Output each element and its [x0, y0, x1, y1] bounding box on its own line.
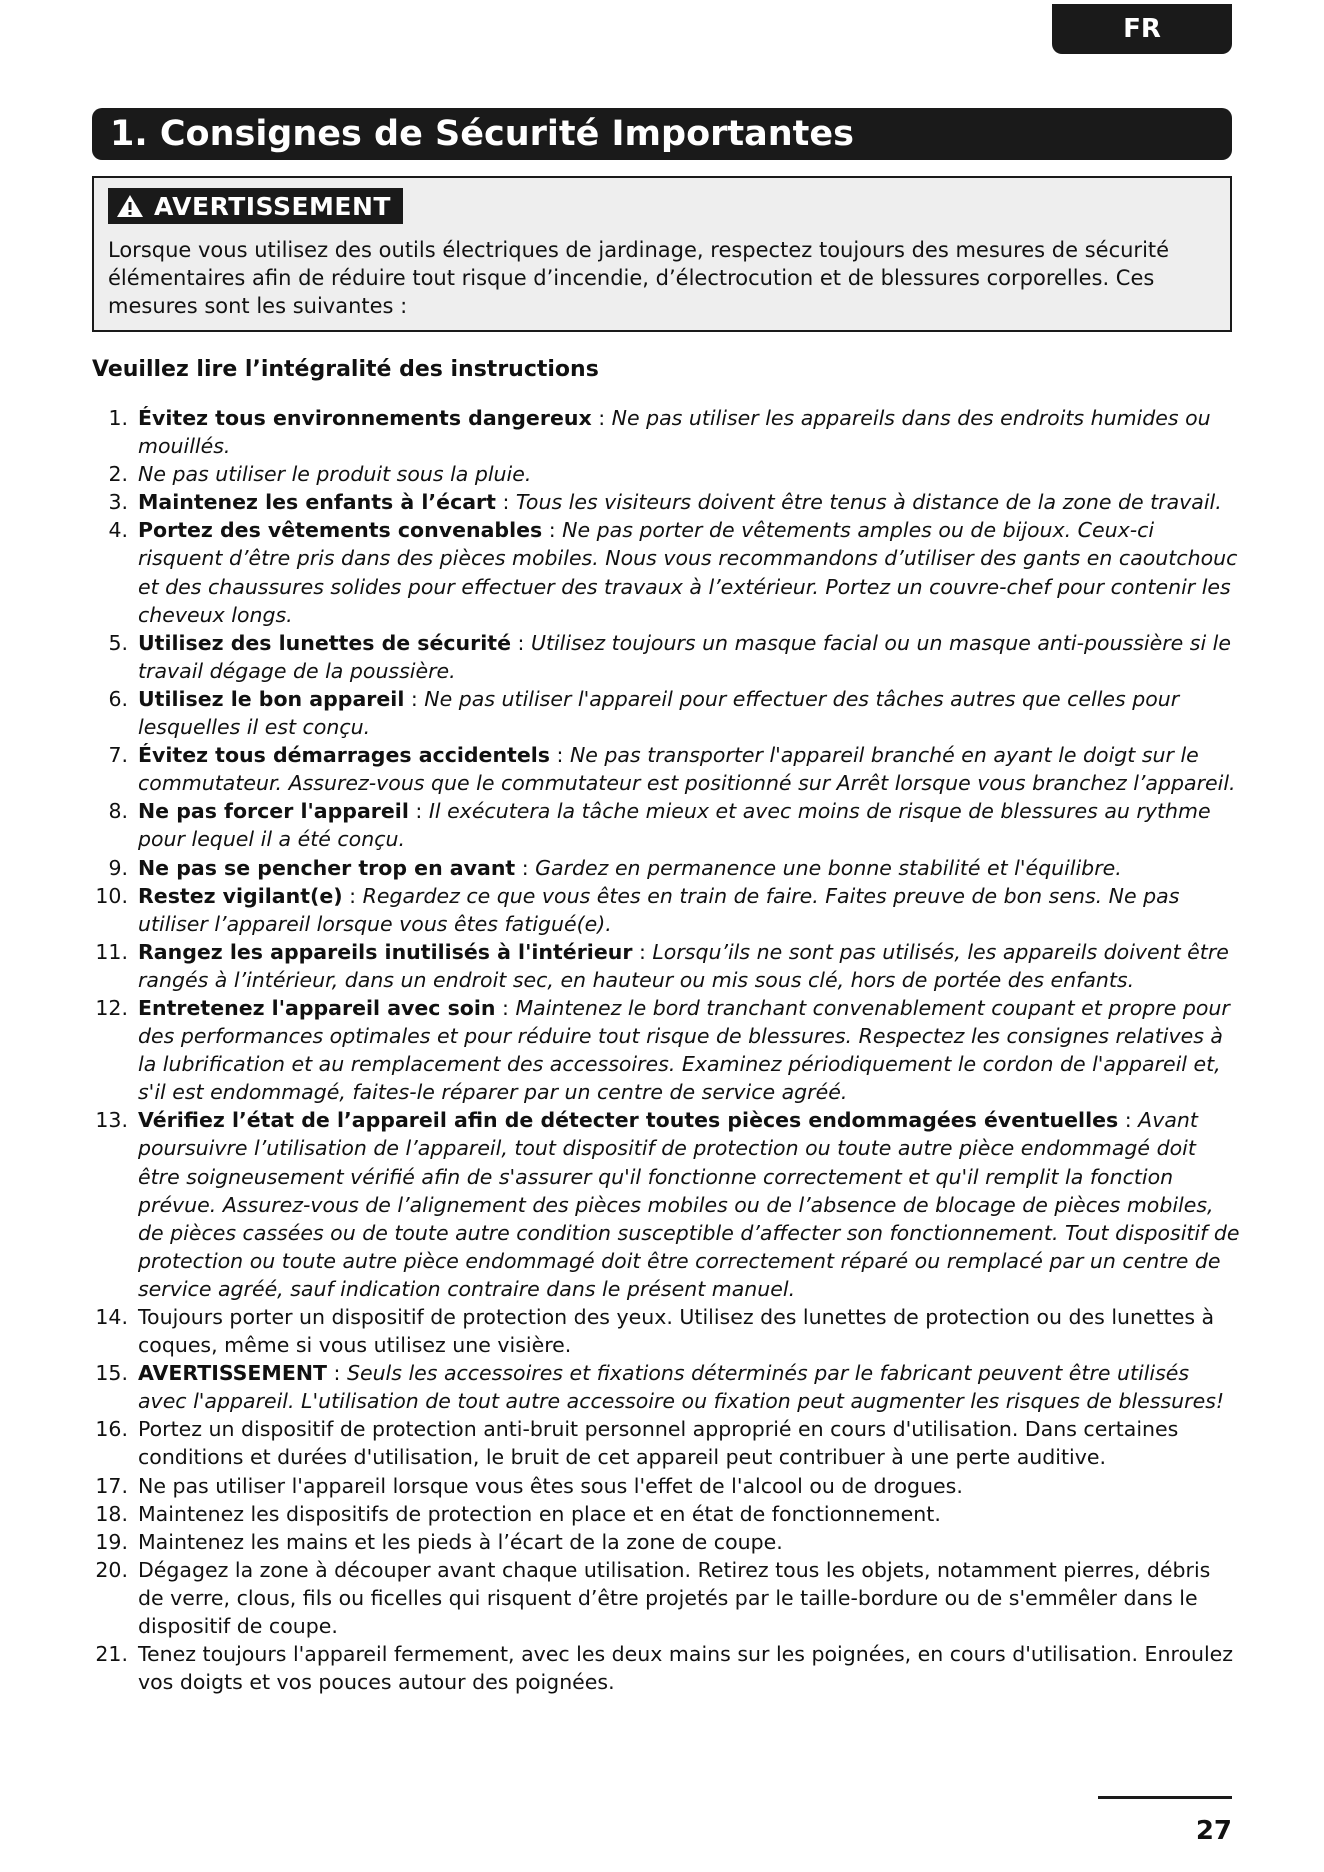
item-separator: :: [515, 855, 536, 880]
item-separator: :: [510, 630, 531, 655]
item-description: Maintenez les mains et les pieds à l’écart de la zone de coupe.: [138, 1529, 783, 1554]
list-item: [92, 797, 1242, 853]
section-heading: Veuillez lire l’intégralité des instructions: [92, 357, 599, 382]
item-description: Ne pas utiliser l'appareil pour effectuer des tâches autres que celles pour lesquelles il est conçu.: [138, 686, 1180, 740]
list-item: [92, 1640, 1242, 1696]
item-number: 18.: [95, 1501, 128, 1526]
item-lead: Ne pas se pencher trop en avant: [138, 855, 516, 880]
item-number: 20.: [95, 1557, 128, 1582]
item-lead: Utilisez le bon appareil: [138, 686, 405, 711]
item-number: 15.: [95, 1361, 128, 1386]
item-number: 13.: [95, 1108, 128, 1133]
list-item: [92, 994, 1242, 1106]
list-item: [92, 1528, 1242, 1556]
warning-box: [92, 176, 1232, 332]
item-description: Ne pas porter de vêtements amples ou de bijoux. Ceux-ci risquent d’être pris dans des pièces mobiles. Nous vous recommandons d’utiliser des gants en caoutchouc et des chaussures solides pour effectuer des travaux à l’extérieur. Portez un couvre-chef pour contenir les cheveux longs.: [138, 518, 1238, 627]
list-item: [92, 629, 1242, 685]
item-description: Lorsqu’ils ne sont pas utilisés, les appareils doivent être rangés à l’intérieur, dans un endroit sec, en hauteur ou mis sous clé, hors de portée des enfants.: [138, 939, 1229, 992]
item-description: Utilisez toujours un masque facial ou un masque anti-poussière si le travail dégage de la poussière.: [138, 630, 1231, 683]
warning-badge: [108, 188, 403, 224]
item-description: Toujours porter un dispositif de protection des yeux. Utilisez des lunettes de protection ou des lunettes à coques, même si vous utilisez une visière.: [138, 1305, 1215, 1358]
footer-rule: [1098, 1796, 1232, 1799]
item-lead: Portez des vêtements convenables: [138, 518, 543, 543]
item-lead: Restez vigilant(e): [138, 883, 343, 908]
item-separator: :: [591, 406, 612, 430]
list-item: [92, 404, 1242, 460]
item-description: Avant poursuivre l’utilisation de l’appareil, tout dispositif de protection ou toute autre pièce endommagé doit être soigneusement vérifié afin de s'assurer qu'il fonctionne correctement et qu'il remplit la fonction prévue. Assurez-vous de l’alignement des pièces mobiles ou de l’absence de blocage de pièces mobiles, de pièces cassées ou de toute autre condition susceptible d’affecter son fonctionnement. Tout dispositif de protection ou toute autre pièce endommagé doit être correctement réparé ou remplacé par un centre de service agréé, sauf indication contraire dans le présent manuel.: [138, 1108, 1240, 1301]
item-description: Portez un dispositif de protection anti-bruit personnel approprié en cours d'utilisation. Dans certaines conditions et durées d'utilisation, le bruit de cet appareil peut contribuer à une perte auditive.: [138, 1417, 1179, 1470]
item-number: 1.: [108, 406, 128, 430]
item-lead: Ne pas forcer l'appareil: [138, 799, 409, 824]
item-description: Tenez toujours l'appareil fermement, avec les deux mains sur les poignées, en cours d'utilisation. Enroulez vos doigts et vos pouces autour des poignées.: [138, 1642, 1234, 1695]
item-description: Seuls les accessoires et fixations déterminés par le fabricant peuvent être utilisés avec l'appareil. L'utilisation de tout autre accessoire ou fixation peut augmenter les risques de blessures!: [138, 1361, 1225, 1414]
item-separator: :: [542, 518, 563, 543]
item-lead: Utilisez des lunettes de sécurité: [138, 630, 511, 655]
list-item: [92, 1472, 1242, 1500]
list-item: [92, 882, 1242, 938]
item-description: Tous les visiteurs doivent être tenus à distance de la zone de travail.: [515, 490, 1222, 515]
item-description: Ne pas utiliser l'appareil lorsque vous êtes sous l'effet de l'alcool ou de drogues.: [138, 1473, 963, 1498]
warning-text: Lorsque vous utilisez des outils électriques de jardinage, respectez toujours des mesures de sécurité élémentaires afin de réduire tout risque d’incendie, d’électrocution et de blessures corporelles. Ces mesures sont les suivantes :: [108, 238, 1170, 318]
item-separator: :: [342, 883, 363, 908]
item-number: 8.: [108, 799, 128, 824]
item-number: 12.: [95, 995, 128, 1020]
item-lead: Vérifiez l’état de l’appareil afin de détecter toutes pièces endommagées éventuelles: [138, 1108, 1119, 1133]
item-lead: AVERTISSEMENT: [138, 1361, 327, 1386]
item-lead: Évitez tous environnements dangereux: [138, 406, 592, 430]
warning-triangle-icon: [116, 194, 144, 218]
item-lead: Rangez les appareils inutilisés à l'intérieur: [138, 939, 633, 964]
list-item: [92, 516, 1242, 628]
list-item: [92, 488, 1242, 516]
item-lead: Maintenez les enfants à l’écart: [138, 490, 496, 515]
item-number: 10.: [95, 883, 128, 908]
item-separator: :: [632, 939, 653, 964]
item-number: 6.: [108, 686, 128, 711]
list-item: [92, 938, 1242, 994]
item-description: Regardez ce que vous êtes en train de faire. Faites preuve de bon sens. Ne pas utiliser l’appareil lorsque vous êtes fatigué(e).: [138, 883, 1180, 936]
item-separator: :: [326, 1361, 347, 1386]
item-description: Maintenez le bord tranchant convenablement coupant et propre pour des performances optimales et pour réduire tout risque de blessures. Respectez les consignes relatives à la lubrification et au remplacement des accessoires. Examinez périodiquement le cordon de l'appareil et, s'il est endommagé, faites-le réparer par un centre de service agréé.: [138, 995, 1230, 1105]
item-number: 7.: [108, 743, 128, 768]
item-separator: :: [404, 686, 425, 711]
item-separator: :: [408, 799, 429, 824]
item-separator: :: [495, 995, 516, 1020]
list-item: [92, 1106, 1242, 1303]
item-description: Ne pas utiliser le produit sous la pluie.: [138, 462, 532, 487]
item-number: 3.: [108, 490, 128, 515]
item-number: 5.: [108, 630, 128, 655]
item-description: Maintenez les dispositifs de protection en place et en état de fonctionnement.: [138, 1501, 941, 1526]
item-number: 19.: [95, 1529, 128, 1554]
warning-label: AVERTISSEMENT: [154, 191, 391, 221]
item-description: Ne pas transporter l'appareil branché en ayant le doigt sur le commutateur. Assurez-vous que le commutateur est positionné sur Arrêt lorsque vous branchez l’appareil.: [138, 743, 1236, 796]
list-item: [92, 1500, 1242, 1528]
item-number: 2.: [108, 462, 128, 487]
list-item: [92, 1415, 1242, 1471]
item-number: 14.: [95, 1305, 128, 1329]
item-description: Ne pas utiliser les appareils dans des endroits humides ou mouillés.: [138, 406, 1211, 459]
item-number: 21.: [95, 1642, 128, 1667]
safety-instructions-list: [92, 404, 1242, 1696]
list-item: [92, 685, 1242, 741]
item-separator: :: [550, 743, 570, 768]
item-number: 9.: [108, 855, 128, 880]
item-number: 11.: [95, 939, 128, 964]
item-separator: :: [495, 490, 516, 515]
item-lead: Entretenez l'appareil avec soin: [138, 995, 496, 1020]
item-lead: Évitez tous démarrages accidentels: [138, 743, 550, 768]
item-number: 16.: [95, 1417, 128, 1442]
page-number: 27: [1195, 1816, 1232, 1846]
item-description: Dégagez la zone à découper avant chaque utilisation. Retirez tous les objets, notamment pierres, débris de verre, clous, fils ou ficelles qui risquent d’être projetés par le taille-bordure ou de s'emmêler dans le dispositif de coupe.: [138, 1557, 1211, 1639]
list-item: [92, 1303, 1242, 1359]
list-item: [92, 460, 1242, 488]
list-item: [92, 854, 1242, 882]
list-item: [92, 1556, 1242, 1640]
page-title: 1. Consignes de Sécurité Importantes: [92, 108, 1232, 160]
list-item: [92, 1359, 1242, 1415]
language-tab: FR: [1052, 4, 1232, 54]
list-item: [92, 741, 1242, 797]
item-number: 17.: [95, 1473, 128, 1498]
item-separator: :: [1118, 1108, 1139, 1133]
item-description: Il exécutera la tâche mieux et avec moins de risque de blessures au rythme pour lequel il a été conçu.: [138, 799, 1211, 852]
item-number: 4.: [108, 518, 128, 543]
item-description: Gardez en permanence une bonne stabilité et l'équilibre.: [535, 855, 1122, 880]
